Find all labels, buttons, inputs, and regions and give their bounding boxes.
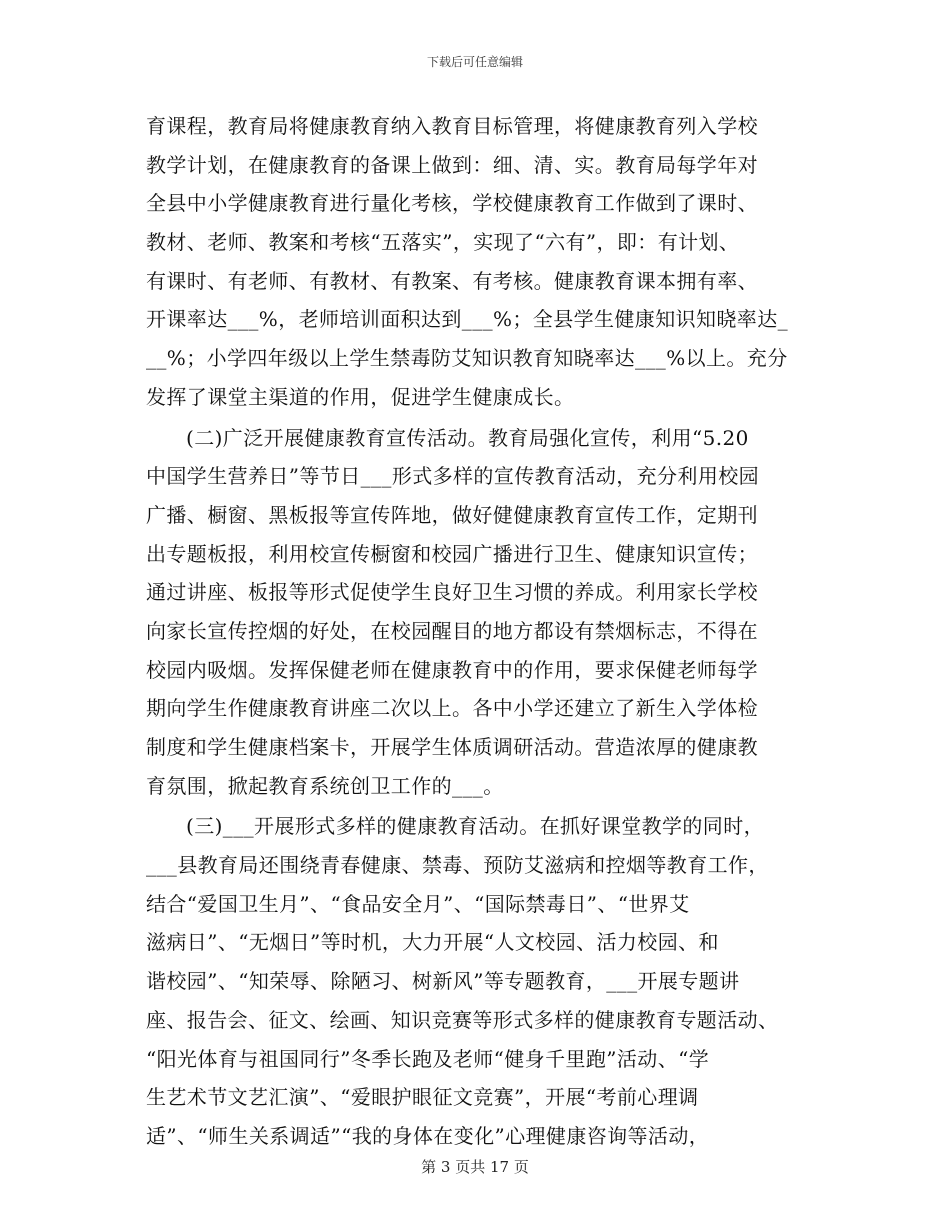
text-line: 全县中小学健康教育进行量化考核，学校健康教育工作做到了课时、 [146,191,758,216]
text-line: 通过讲座、板报等形式促使学生良好卫生习惯的养成。利用家长学校 [146,580,758,605]
text-line: 谐校园”、“知荣辱、除陋习、树新风”等专题教育，___开展专题讲 [146,969,740,994]
page-number-footer: 第 3 页共 17 页 [421,1158,529,1176]
paragraph-1 [146,107,806,417]
text-line: 有课时、有老师、有教材、有教案、有考核。健康教育课本拥有率、 [146,268,758,293]
text-line: (三)___开展形式多样的健康教育活动。在抓好课堂教学的同时， [186,814,765,839]
text-line: 发挥了课堂主渠道的作用，促进学生健康成长。 [146,384,575,409]
text-line: 育课程，教育局将健康教育纳入教育目标管理，将健康教育列入学校 [146,114,758,138]
text-line: 生艺术节文艺汇演”、“爱眼护眼征文竞赛”，开展“考前心理调 [146,1085,699,1110]
document-body [146,107,806,1156]
text-line: ___县教育局还围绕青春健康、禁毒、预防艾滋病和控烟等教育工作， [146,853,769,878]
paragraph-2 [146,419,806,806]
text-line: 育氛围，掀起教育系统创卫工作的___。 [146,773,504,798]
text-line: 适”、“师生关系调适”“我的身体在变化”心理健康咨询等活动， [146,1123,710,1148]
text-line: 广播、橱窗、黑板报等宣传阵地，做好健健康教育宣传工作，定期刊 [146,502,758,527]
text-line: 滋病日”、“无烟日”等时机，大力开展“人文校园、活力校园、和 [146,930,719,955]
paragraph-3 [146,807,806,1155]
text-line: (二)广泛开展健康教育宣传活动。教育局强化宣传，利用“5.20 [186,425,749,450]
text-line: 期向学生作健康教育讲座二次以上。各中小学还建立了新生入学体检 [146,696,758,721]
text-line: 开课率达___%，老师培训面积达到___%；全县学生健康知识知晓率达_ [146,307,789,332]
text-line: 向家长宣传控烟的好处，在校园醒目的地方都设有禁烟标志，不得在 [146,618,758,643]
text-line: “阳光体育与祖国同行”冬季长跑及老师“健身千里跑”活动、“学 [146,1046,710,1071]
text-line: 中国学生营养日”等节日___形式多样的宣传教育活动，充分利用校园 [146,464,760,489]
text-line: 座、报告会、征文、绘画、知识竞赛等形式多样的健康教育专题活动、 [146,1007,779,1032]
text-line: 教材、老师、教案和考核“五落实”，实现了“六有”，即：有计划、 [146,230,740,255]
page-header-note: 下载后可任意编辑 [426,55,523,69]
text-line: __%；小学四年级以上学生禁毒防艾知识教育知晓率达___%以上。充分 [146,346,788,371]
text-line: 结合“爱国卫生月”、“食品安全月”、“国际禁毒日”、“世界艾 [146,891,690,916]
text-line: 制度和学生健康档案卡，开展学生体质调研活动。营造浓厚的健康教 [146,735,758,759]
text-line: 出专题板报，利用校宣传橱窗和校园广播进行卫生、健康知识宣传； [146,541,758,566]
text-line: 教学计划，在健康教育的备课上做到：细、清、实。教育局每学年对 [146,152,758,177]
text-line: 校园内吸烟。发挥保健老师在健康教育中的作用，要求保健老师每学 [146,657,758,682]
